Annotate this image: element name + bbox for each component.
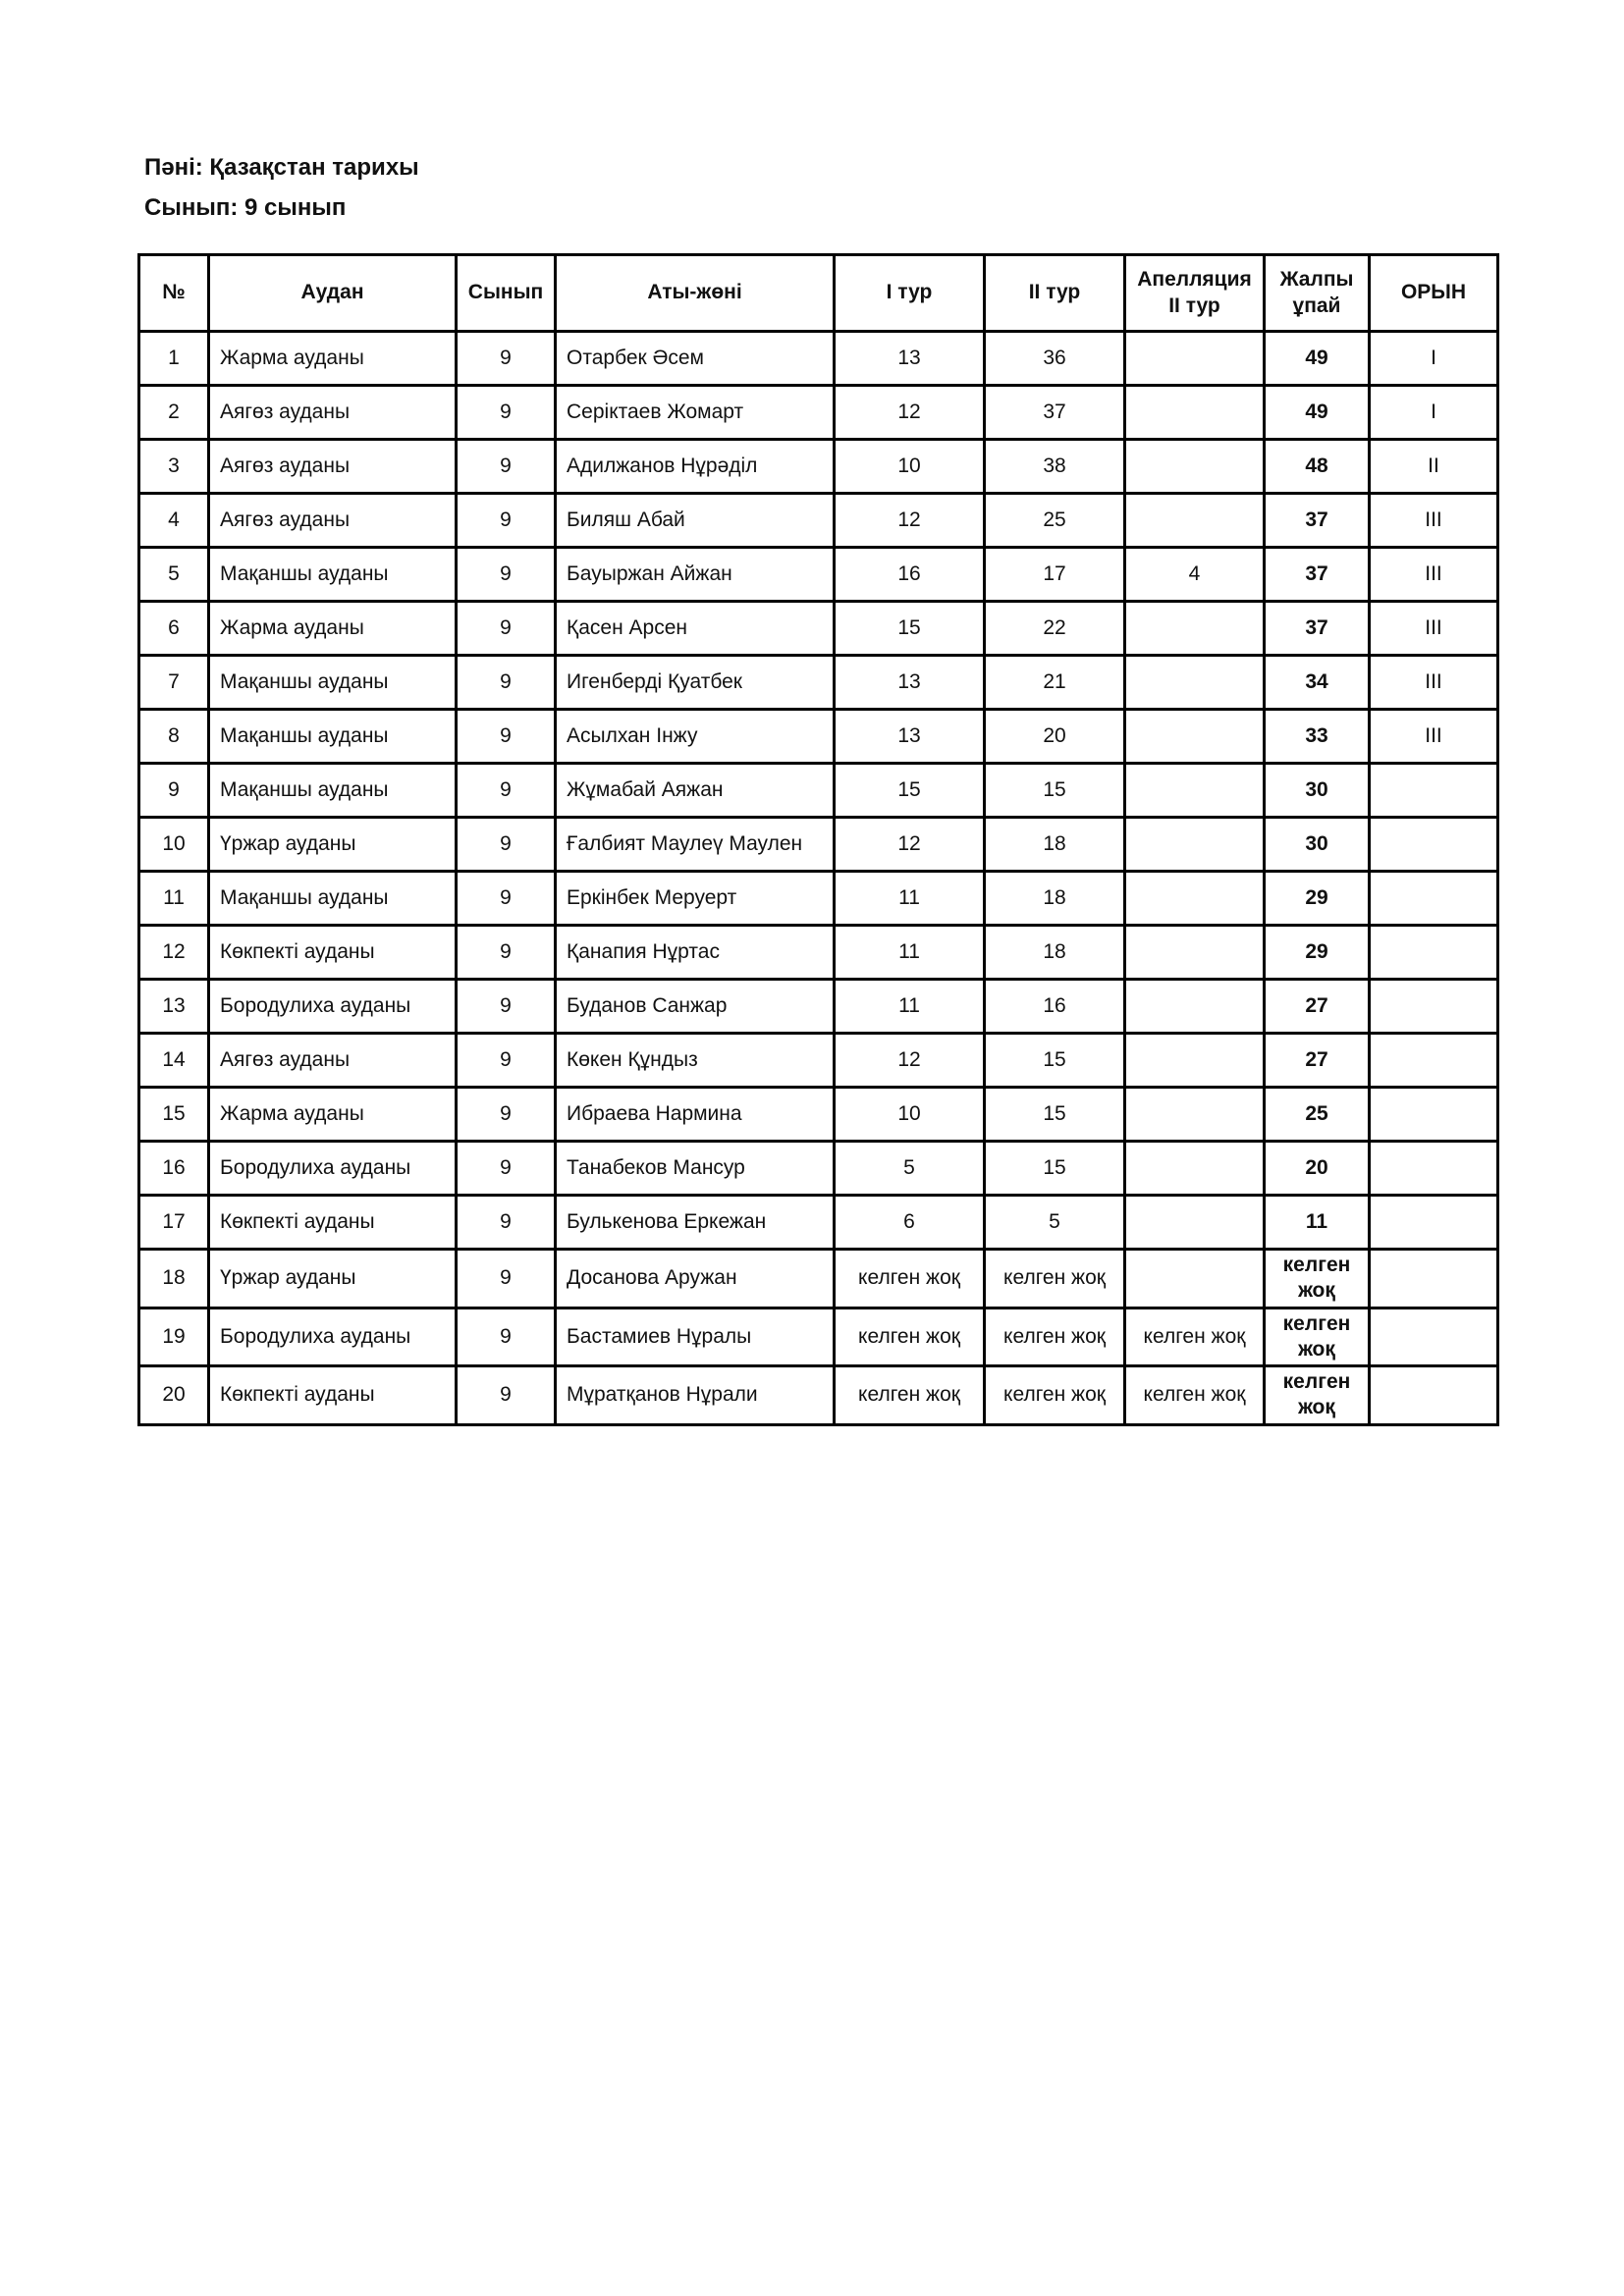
- cell-tour2: 37: [985, 386, 1125, 440]
- cell-district: Жарма ауданы: [209, 1088, 457, 1142]
- cell-no: 9: [139, 764, 209, 818]
- cell-total: 37: [1265, 602, 1370, 656]
- cell-place: III: [1370, 656, 1498, 710]
- cell-place: [1370, 872, 1498, 926]
- cell-grade: 9: [457, 548, 556, 602]
- cell-district: Көкпекті ауданы: [209, 1196, 457, 1250]
- cell-place: III: [1370, 494, 1498, 548]
- cell-district: Жарма ауданы: [209, 602, 457, 656]
- cell-name: Бастамиев Нұралы: [556, 1308, 835, 1366]
- cell-name: Мұратқанов Нұрали: [556, 1366, 835, 1425]
- cell-total: 37: [1265, 548, 1370, 602]
- cell-tour1: 10: [835, 1088, 985, 1142]
- cell-appeal: [1125, 710, 1265, 764]
- cell-tour2: 18: [985, 818, 1125, 872]
- cell-place: I: [1370, 332, 1498, 386]
- cell-name: Қанапия Нұртас: [556, 926, 835, 980]
- cell-district: Аягөз ауданы: [209, 386, 457, 440]
- cell-place: [1370, 1196, 1498, 1250]
- table-row: [139, 386, 1498, 440]
- cell-name: Еркінбек Меруерт: [556, 872, 835, 926]
- cell-tour1: 11: [835, 926, 985, 980]
- cell-total: келген жоқ: [1265, 1366, 1370, 1425]
- cell-name: Жұмабай Аяжан: [556, 764, 835, 818]
- cell-total: 30: [1265, 764, 1370, 818]
- cell-total: 27: [1265, 1034, 1370, 1088]
- table-row: [139, 818, 1498, 872]
- cell-no: 1: [139, 332, 209, 386]
- cell-tour2: 15: [985, 1034, 1125, 1088]
- cell-tour1: 12: [835, 1034, 985, 1088]
- cell-grade: 9: [457, 1088, 556, 1142]
- cell-place: [1370, 1250, 1498, 1308]
- cell-place: [1370, 926, 1498, 980]
- cell-tour2: 15: [985, 1088, 1125, 1142]
- cell-tour2: 15: [985, 764, 1125, 818]
- cell-tour2: 20: [985, 710, 1125, 764]
- cell-appeal: [1125, 440, 1265, 494]
- cell-name: Досанова Аружан: [556, 1250, 835, 1308]
- cell-place: III: [1370, 548, 1498, 602]
- table-row: [139, 332, 1498, 386]
- cell-no: 4: [139, 494, 209, 548]
- cell-no: 16: [139, 1142, 209, 1196]
- cell-name: Серіктаев Жомарт: [556, 386, 835, 440]
- cell-district: Мақаншы ауданы: [209, 872, 457, 926]
- cell-district: Мақаншы ауданы: [209, 548, 457, 602]
- header-cell-total: Жалпы ұпай: [1265, 255, 1370, 332]
- cell-name: Игенберді Қуатбек: [556, 656, 835, 710]
- header-cell-district: Аудан: [209, 255, 457, 332]
- cell-appeal: [1125, 656, 1265, 710]
- cell-tour1: 13: [835, 332, 985, 386]
- cell-name: Асылхан Інжу: [556, 710, 835, 764]
- table-row: [139, 656, 1498, 710]
- header-cell-no: №: [139, 255, 209, 332]
- table-row: [139, 764, 1498, 818]
- cell-district: Аягөз ауданы: [209, 1034, 457, 1088]
- cell-appeal: [1125, 1250, 1265, 1308]
- cell-no: 12: [139, 926, 209, 980]
- cell-grade: 9: [457, 386, 556, 440]
- cell-tour1: келген жоқ: [835, 1250, 985, 1308]
- cell-district: Үржар ауданы: [209, 1250, 457, 1308]
- table-row: [139, 980, 1498, 1034]
- cell-place: [1370, 818, 1498, 872]
- cell-total: келген жоқ: [1265, 1308, 1370, 1366]
- cell-no: 3: [139, 440, 209, 494]
- cell-tour1: 12: [835, 818, 985, 872]
- header-cell-tour2: II тур: [985, 255, 1125, 332]
- header-cell-name: Аты-жөні: [556, 255, 835, 332]
- cell-grade: 9: [457, 1142, 556, 1196]
- cell-no: 18: [139, 1250, 209, 1308]
- cell-total: 33: [1265, 710, 1370, 764]
- cell-tour2: 38: [985, 440, 1125, 494]
- cell-no: 20: [139, 1366, 209, 1425]
- table-row: [139, 1366, 1498, 1425]
- cell-total: 29: [1265, 926, 1370, 980]
- cell-grade: 9: [457, 656, 556, 710]
- cell-appeal: [1125, 818, 1265, 872]
- table-row: [139, 548, 1498, 602]
- cell-tour1: келген жоқ: [835, 1366, 985, 1425]
- table-row: [139, 494, 1498, 548]
- cell-place: [1370, 764, 1498, 818]
- cell-tour2: келген жоқ: [985, 1308, 1125, 1366]
- cell-name: Ибраева Нармина: [556, 1088, 835, 1142]
- cell-name: Булькенова Еркежан: [556, 1196, 835, 1250]
- cell-name: Адилжанов Нұрәділ: [556, 440, 835, 494]
- cell-grade: 9: [457, 710, 556, 764]
- subject-line: Пәні: Қазақстан тарихы: [144, 154, 419, 181]
- cell-place: III: [1370, 710, 1498, 764]
- cell-name: Бауыржан Айжан: [556, 548, 835, 602]
- cell-total: 29: [1265, 872, 1370, 926]
- cell-tour2: 25: [985, 494, 1125, 548]
- cell-no: 11: [139, 872, 209, 926]
- cell-total: 30: [1265, 818, 1370, 872]
- cell-tour1: 5: [835, 1142, 985, 1196]
- cell-district: Жарма ауданы: [209, 332, 457, 386]
- cell-tour1: келген жоқ: [835, 1308, 985, 1366]
- cell-place: [1370, 1142, 1498, 1196]
- cell-place: [1370, 980, 1498, 1034]
- cell-tour2: 17: [985, 548, 1125, 602]
- cell-no: 15: [139, 1088, 209, 1142]
- cell-tour2: 36: [985, 332, 1125, 386]
- cell-grade: 9: [457, 926, 556, 980]
- cell-tour2: 15: [985, 1142, 1125, 1196]
- table-row: [139, 1142, 1498, 1196]
- cell-appeal: [1125, 872, 1265, 926]
- cell-no: 7: [139, 656, 209, 710]
- header-cell-appeal: Апелляция II тур: [1125, 255, 1265, 332]
- cell-district: Аягөз ауданы: [209, 440, 457, 494]
- cell-appeal: келген жоқ: [1125, 1366, 1265, 1425]
- document-header: [144, 147, 419, 228]
- cell-name: Көкен Құндыз: [556, 1034, 835, 1088]
- cell-district: Мақаншы ауданы: [209, 656, 457, 710]
- cell-tour1: 10: [835, 440, 985, 494]
- cell-tour2: 18: [985, 926, 1125, 980]
- cell-district: Үржар ауданы: [209, 818, 457, 872]
- cell-grade: 9: [457, 494, 556, 548]
- table-header-row: [139, 255, 1498, 332]
- table-row: [139, 1088, 1498, 1142]
- header-cell-grade: Сынып: [457, 255, 556, 332]
- cell-total: 27: [1265, 980, 1370, 1034]
- cell-grade: 9: [457, 1366, 556, 1425]
- cell-district: Аягөз ауданы: [209, 494, 457, 548]
- cell-no: 13: [139, 980, 209, 1034]
- cell-grade: 9: [457, 818, 556, 872]
- cell-district: Көкпекті ауданы: [209, 926, 457, 980]
- cell-name: Биляш Абай: [556, 494, 835, 548]
- cell-district: Көкпекті ауданы: [209, 1366, 457, 1425]
- cell-appeal: [1125, 1034, 1265, 1088]
- table-row: [139, 1250, 1498, 1308]
- header-cell-place: ОРЫН: [1370, 255, 1498, 332]
- cell-total: 37: [1265, 494, 1370, 548]
- cell-grade: 9: [457, 602, 556, 656]
- cell-total: 48: [1265, 440, 1370, 494]
- cell-no: 6: [139, 602, 209, 656]
- table-row: [139, 1196, 1498, 1250]
- cell-grade: 9: [457, 1196, 556, 1250]
- table-row: [139, 926, 1498, 980]
- cell-district: Мақаншы ауданы: [209, 710, 457, 764]
- cell-tour2: 5: [985, 1196, 1125, 1250]
- cell-tour1: 15: [835, 764, 985, 818]
- table-row: [139, 1034, 1498, 1088]
- table-row: [139, 872, 1498, 926]
- cell-appeal: келген жоқ: [1125, 1308, 1265, 1366]
- cell-place: I: [1370, 386, 1498, 440]
- table-row: [139, 440, 1498, 494]
- cell-appeal: [1125, 926, 1265, 980]
- cell-tour1: 11: [835, 872, 985, 926]
- cell-appeal: [1125, 494, 1265, 548]
- cell-appeal: 4: [1125, 548, 1265, 602]
- cell-total: 25: [1265, 1088, 1370, 1142]
- cell-name: Қасен Арсен: [556, 602, 835, 656]
- header-cell-tour1: I тур: [835, 255, 985, 332]
- cell-no: 8: [139, 710, 209, 764]
- cell-tour1: 13: [835, 656, 985, 710]
- cell-no: 5: [139, 548, 209, 602]
- cell-grade: 9: [457, 764, 556, 818]
- cell-tour2: 21: [985, 656, 1125, 710]
- cell-appeal: [1125, 332, 1265, 386]
- cell-tour1: 12: [835, 386, 985, 440]
- cell-tour1: 11: [835, 980, 985, 1034]
- cell-district: Мақаншы ауданы: [209, 764, 457, 818]
- cell-grade: 9: [457, 332, 556, 386]
- cell-appeal: [1125, 1142, 1265, 1196]
- cell-total: 49: [1265, 386, 1370, 440]
- cell-place: III: [1370, 602, 1498, 656]
- cell-name: Отарбек Әсем: [556, 332, 835, 386]
- cell-total: 11: [1265, 1196, 1370, 1250]
- cell-name: Ғалбият Маулеү Маулен: [556, 818, 835, 872]
- cell-grade: 9: [457, 1250, 556, 1308]
- cell-tour2: 22: [985, 602, 1125, 656]
- cell-district: Бородулиха ауданы: [209, 980, 457, 1034]
- cell-district: Бородулиха ауданы: [209, 1308, 457, 1366]
- cell-place: [1370, 1308, 1498, 1366]
- cell-name: Буданов Санжар: [556, 980, 835, 1034]
- cell-place: II: [1370, 440, 1498, 494]
- cell-appeal: [1125, 980, 1265, 1034]
- cell-no: 14: [139, 1034, 209, 1088]
- cell-total: 20: [1265, 1142, 1370, 1196]
- cell-place: [1370, 1088, 1498, 1142]
- cell-no: 2: [139, 386, 209, 440]
- cell-place: [1370, 1034, 1498, 1088]
- cell-tour2: 18: [985, 872, 1125, 926]
- cell-appeal: [1125, 1088, 1265, 1142]
- cell-tour2: 16: [985, 980, 1125, 1034]
- cell-appeal: [1125, 764, 1265, 818]
- cell-tour2: келген жоқ: [985, 1366, 1125, 1425]
- cell-tour1: 13: [835, 710, 985, 764]
- cell-no: 17: [139, 1196, 209, 1250]
- cell-grade: 9: [457, 1308, 556, 1366]
- table-row: [139, 710, 1498, 764]
- cell-name: Танабеков Мансур: [556, 1142, 835, 1196]
- table-row: [139, 1308, 1498, 1366]
- cell-place: [1370, 1366, 1498, 1425]
- results-table: [137, 253, 1499, 1426]
- cell-tour1: 15: [835, 602, 985, 656]
- cell-grade: 9: [457, 440, 556, 494]
- cell-appeal: [1125, 602, 1265, 656]
- cell-tour1: 6: [835, 1196, 985, 1250]
- cell-no: 10: [139, 818, 209, 872]
- class-line: Сынып: 9 сынып: [144, 194, 347, 221]
- table-row: [139, 602, 1498, 656]
- cell-tour1: 16: [835, 548, 985, 602]
- cell-no: 19: [139, 1308, 209, 1366]
- cell-appeal: [1125, 386, 1265, 440]
- cell-district: Бородулиха ауданы: [209, 1142, 457, 1196]
- cell-tour1: 12: [835, 494, 985, 548]
- cell-tour2: келген жоқ: [985, 1250, 1125, 1308]
- cell-grade: 9: [457, 1034, 556, 1088]
- cell-total: 49: [1265, 332, 1370, 386]
- cell-appeal: [1125, 1196, 1265, 1250]
- cell-grade: 9: [457, 872, 556, 926]
- cell-total: келген жоқ: [1265, 1250, 1370, 1308]
- cell-grade: 9: [457, 980, 556, 1034]
- cell-total: 34: [1265, 656, 1370, 710]
